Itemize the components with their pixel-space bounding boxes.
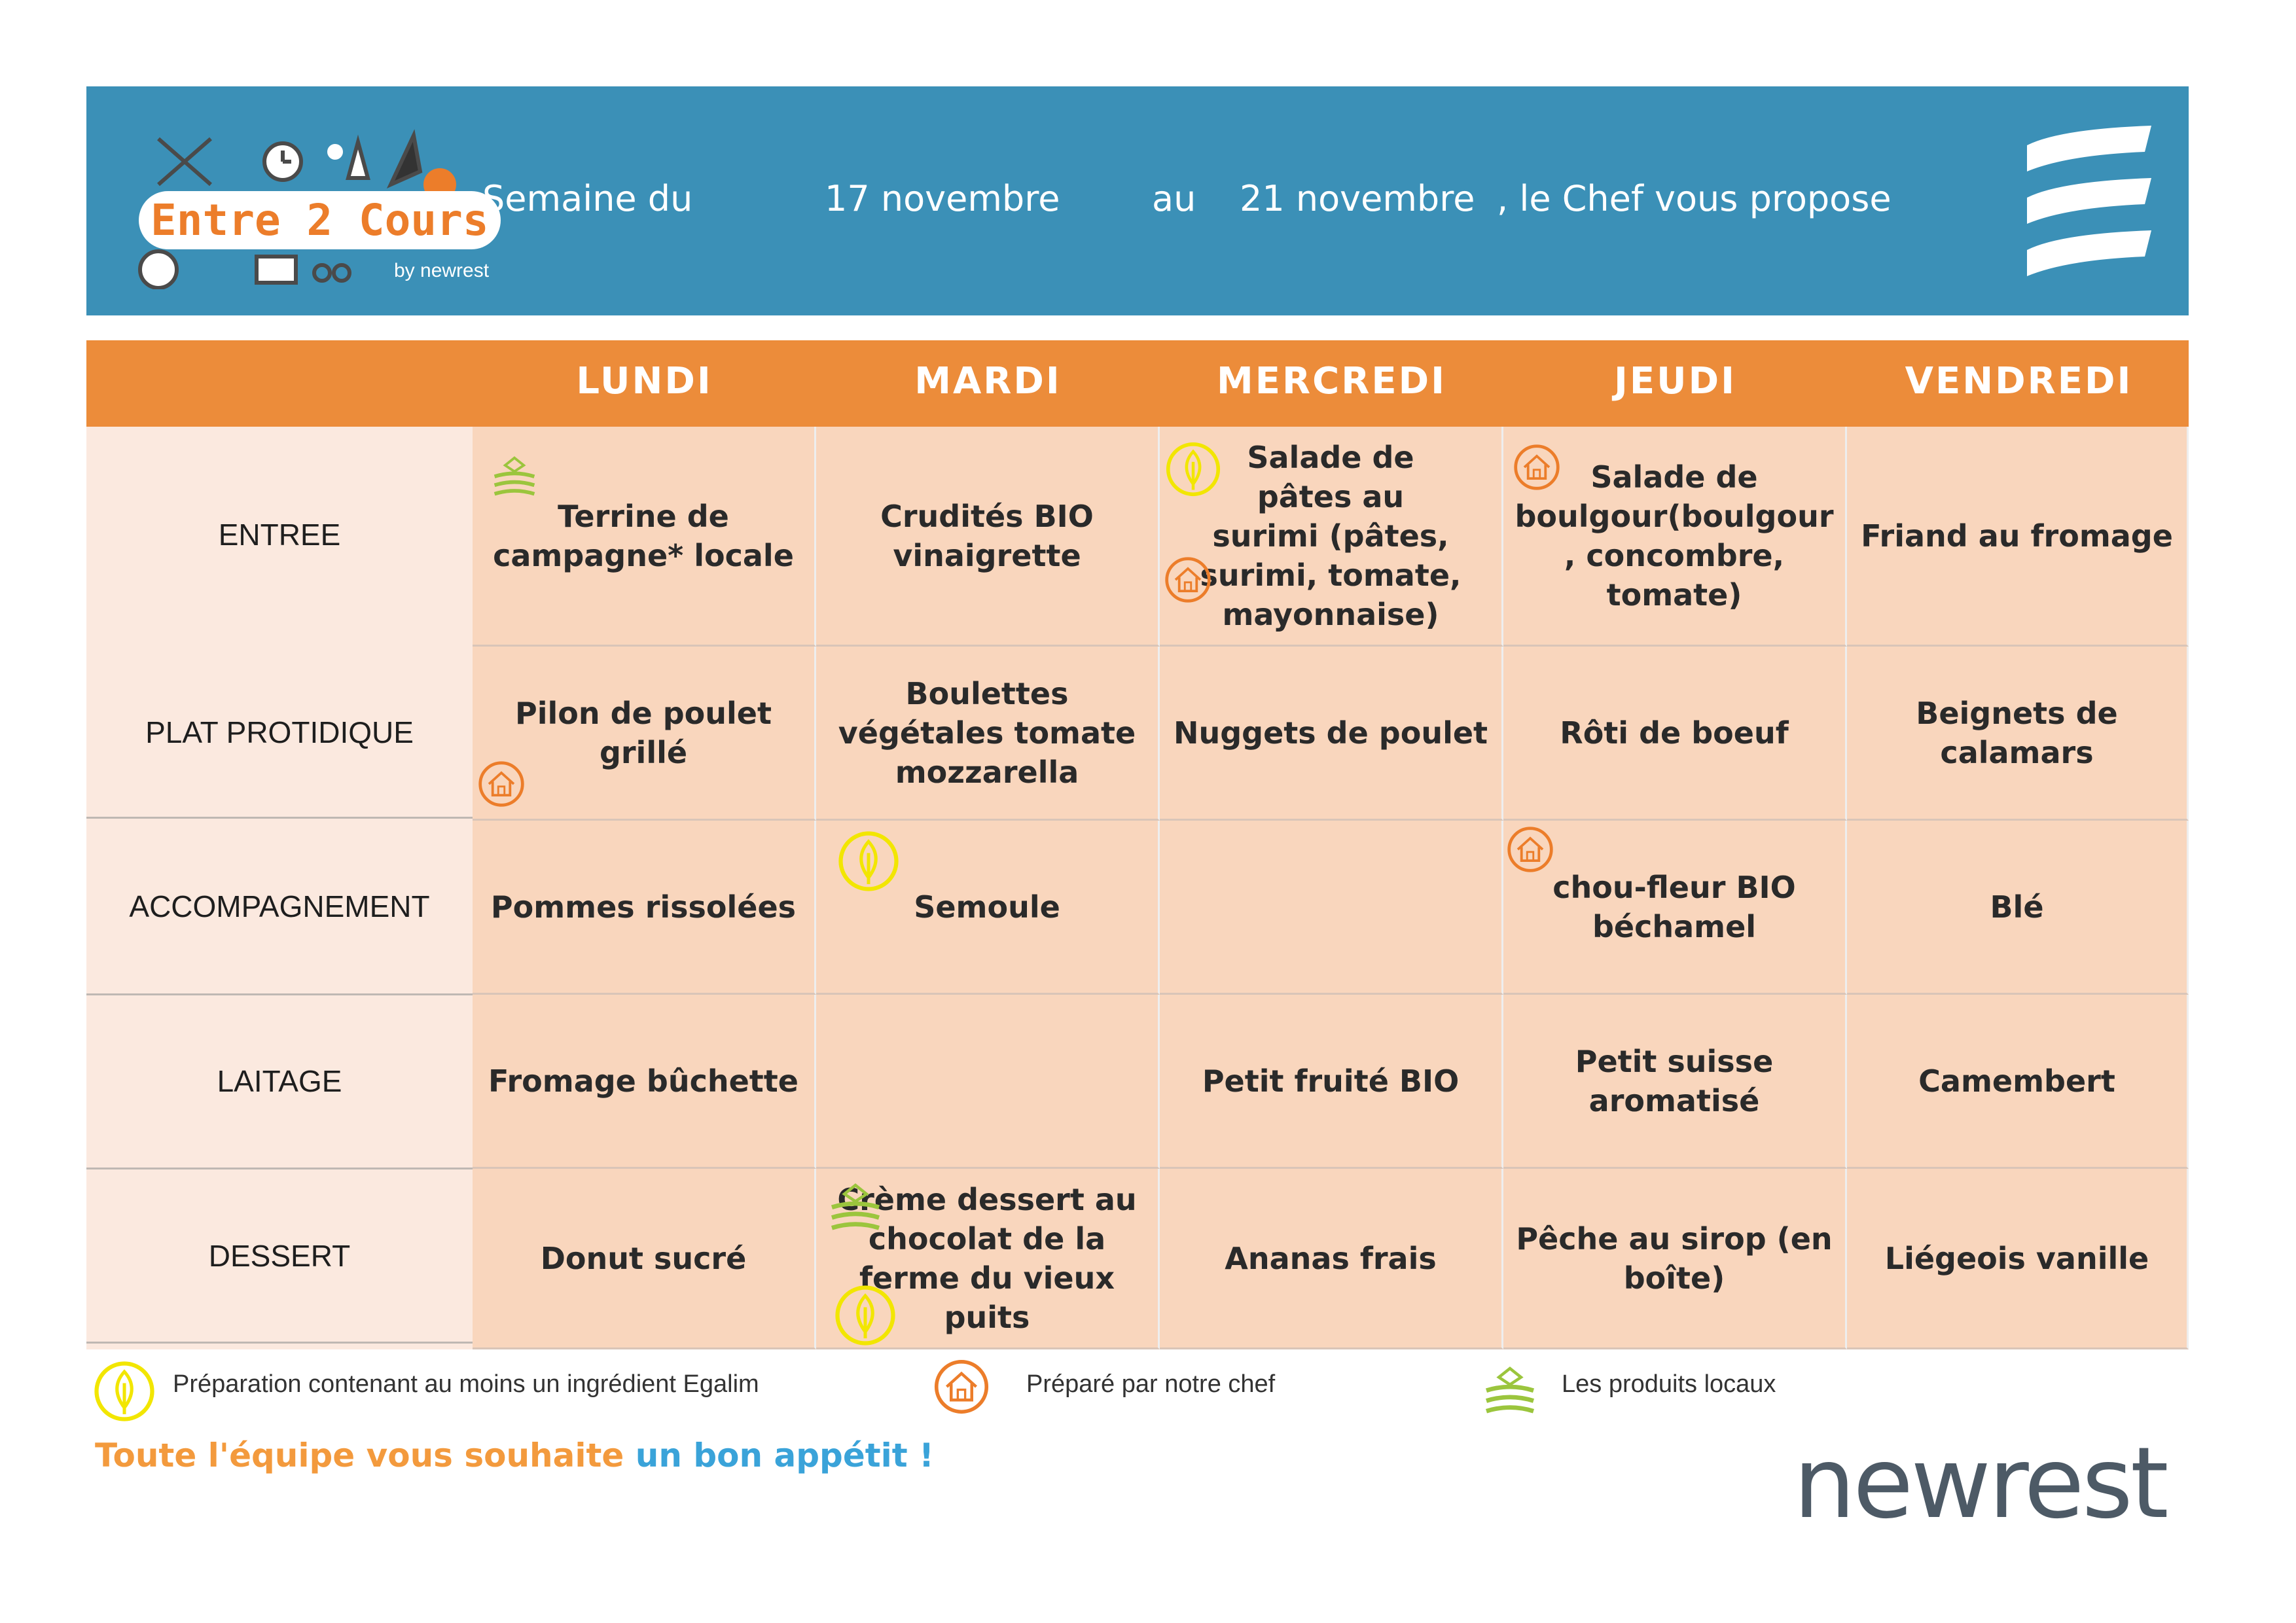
weekday-header-bar (86, 340, 2189, 432)
category-accompagnement: ACCOMPAGNEMENT (129, 889, 430, 923)
category-entree: ENTREE (218, 518, 341, 552)
menu-cell (1847, 647, 2189, 821)
dish-name: Semoule (914, 889, 1060, 925)
dish-name: Salade de boulgour(boulgour , concombre, tomate) (1515, 459, 1834, 613)
menu-cell (473, 1169, 816, 1349)
dish-name: Camembert (1918, 1063, 2115, 1099)
menu-cell (816, 995, 1160, 1169)
dish-name: Liégeois vanille (1884, 1240, 2149, 1276)
dish-name: Boulettes végétales tomate mozzarella (838, 675, 1136, 790)
chef-house-icon (476, 759, 526, 809)
header-banner (86, 86, 2189, 315)
dish-name: Terrine de campagne* locale (493, 498, 794, 573)
dish-name: Friand au fromage (1861, 518, 2173, 554)
menu-cell (1847, 995, 2189, 1169)
legend (86, 1349, 2189, 1428)
menu-cell (1503, 995, 1847, 1169)
local-field-icon (1480, 1363, 1539, 1421)
category-column (86, 427, 473, 1349)
chef-house-icon (1163, 555, 1213, 605)
dish-name: Pommes rissolées (490, 889, 797, 925)
dish-name: Nuggets de poulet (1173, 715, 1488, 751)
day-mercredi: MERCREDI (1217, 360, 1446, 402)
newrest-stripes-icon (2014, 126, 2151, 283)
menu-cell (1503, 647, 1847, 821)
menu-cell (1160, 995, 1503, 1169)
week-label: Semaine du (482, 178, 693, 219)
wish-part-1: Toute l'équipe vous souhaite (95, 1436, 624, 1474)
row-divider (86, 817, 473, 819)
category-plat: PLAT PROTIDIQUE (145, 715, 414, 749)
row-divider (86, 993, 473, 995)
menu-cell (1847, 427, 2189, 647)
menu-cell (1160, 1169, 1503, 1349)
dish-name: Petit suisse aromatisé (1575, 1043, 1774, 1118)
dish-name: Salade de pâtes au surimi (pâtes, surimi, tomate, mayonnaise) (1200, 439, 1462, 632)
menu-cell (473, 995, 816, 1169)
menu-cell (1503, 1169, 1847, 1349)
day-jeudi: JEUDI (1614, 360, 1736, 402)
chef-house-icon (932, 1357, 991, 1416)
legend-egalim-text: Préparation contenant au moins un ingrédient Egalim (173, 1370, 759, 1398)
egalim-leaf-icon (1164, 440, 1223, 499)
dish-name: Rôti de boeuf (1560, 715, 1789, 751)
dish-name: Donut sucré (540, 1240, 747, 1276)
wish-part-2: un bon appétit ! (635, 1436, 934, 1474)
legend-local-text: Les produits locaux (1562, 1370, 1776, 1398)
logo-by-newrest: by newrest (394, 260, 490, 281)
dish-name: Pêche au sirop (en boîte) (1516, 1221, 1833, 1296)
footer-wish (95, 1436, 934, 1474)
menu-cell (816, 427, 1160, 647)
logo-title: Entre 2 Cours (139, 191, 501, 249)
date-end: 21 novembre (1240, 178, 1475, 219)
day-vendredi: VENDREDI (1905, 360, 2133, 402)
day-mardi: MARDI (914, 360, 1062, 402)
chef-house-icon (1505, 825, 1555, 874)
menu-cell (816, 647, 1160, 821)
row-divider (86, 1168, 473, 1169)
egalim-leaf-icon (833, 1283, 898, 1348)
menu-cell (1847, 1169, 2189, 1349)
dish-name: Crudités BIO vinaigrette (880, 498, 1094, 573)
category-laitage: LAITAGE (217, 1064, 342, 1098)
chef-proposes-text: , le Chef vous propose (1497, 178, 1892, 219)
dish-name: Blé (1990, 889, 2044, 925)
dish-name: Beignets de calamars (1916, 695, 2118, 770)
dish-name: Crème dessert au chocolat de la ferme du vieux puits (837, 1181, 1137, 1335)
menu-cell (473, 821, 816, 995)
menu-cell (1160, 821, 1503, 995)
dish-name: Fromage bûchette (488, 1063, 798, 1099)
day-lundi: LUNDI (576, 360, 713, 402)
dish-name: chou-fleur BIO béchamel (1552, 869, 1796, 944)
menu-cell (1847, 821, 2189, 995)
newrest-logo: newrest (1793, 1427, 2166, 1541)
date-start: 17 novembre (825, 178, 1060, 219)
local-field-icon (490, 453, 539, 503)
dish-name: Pilon de poulet grillé (515, 695, 772, 770)
egalim-leaf-icon (836, 829, 901, 894)
legend-chef-text: Préparé par notre chef (1026, 1370, 1276, 1398)
dish-name: Ananas frais (1225, 1240, 1437, 1276)
local-field-icon (826, 1179, 885, 1238)
dish-name: Petit fruité BIO (1202, 1063, 1460, 1099)
menu-grid (86, 427, 2189, 1349)
egalim-leaf-icon (92, 1359, 157, 1424)
category-dessert: DESSERT (208, 1239, 351, 1273)
to-label: au (1152, 178, 1196, 219)
row-divider (86, 1342, 473, 1344)
menu-cell (1160, 647, 1503, 821)
chef-house-icon (1512, 442, 1562, 492)
